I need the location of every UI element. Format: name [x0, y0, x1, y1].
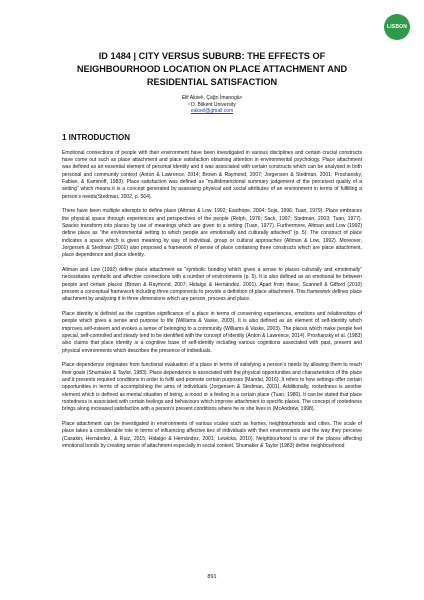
page-number: 891	[207, 574, 217, 580]
logo-subtext: 2015	[393, 32, 401, 36]
paragraph: Place dependence originates from functional evaluation of a place in terms of satisfying a person’s needs by allowing them to reach their goals (Shumaker & Taylor, 1983). Place dependence is associated with the physical opportunities and characteristics of the place and it presents required conditions in order to fulfil and promote certain purposes (Mandal, 2016). It refers to how settings offer certain opportunities in terms of accomplishing the aims of individuals (Jorgensen & Stedman, 2001). Additionally, rootedness is another element which is defined as mental situation of being, a mood or a feeling in a certain place (Tuan, 1980). It can be stated that place rootedness is associated with certain feelings and behaviours which improve attachment to specific places. The concept of rootedness brings along increased satisfaction with a person’s present conditions where he or she lives in (McAndrew, 1998).	[62, 362, 362, 413]
logo-text: LISBON	[386, 24, 408, 30]
paper-title: ID 1484 | CITY VERSUS SUBURB: THE EFFECTS OF NEIGHBOURHOOD LOCATION ON PLACE ATTACHMENT AND RESIDENTIAL SATISFACTION	[76, 51, 348, 87]
paragraph: There have been multiple attempts to define place (Altman & Low, 1992; Easthope, 2004; Soja, 1996; Tuan, 1979). Place embraces the physical space through experiences and perspectives of the people (Relph, 1976; Sack, 1997; Stedman, 2003; Tuan, 1977). Spaces transform into places by use of meanings which are given to a setting (Tuan, 1977). Furthermore, Altman and Low (1992) define place as “the environmental setting to which people are emotionally and culturally attached” (p. 5). The construct of place indicates a space which is given meaning by way of individual, group or cultural approaches (Altman & Low, 1992). Moreover, Jorgersen & Stedman (2001) also proposed a framework of sense of place containing three constructs which are place attachment, place dependence and place identity.	[62, 208, 362, 259]
section-heading-introduction: 1 INTRODUCTION	[62, 132, 130, 142]
author-affiliation: ¹ D. Bilkent University	[188, 101, 236, 108]
author-email-link[interactable]: eaksel@gmail.com	[190, 108, 234, 114]
paragraph: Place attachment can be investigated in environments of various scales such as homes, neighbourhoods and cities. The scale of place takes a considerable role in terms of influencing affective ties of individuals with their environments and the way they perceive (Casakin, Hernández, & Ruiz, 2015; Hidalgo & Hernández, 2001; Lewicka, 2010). Neighbourhood is one of the places affecting emotional bonds by creating sense of attachment especially in social context. Shumaker & Taylor (1983) define neighbourhood	[62, 420, 362, 450]
paragraph: Altman and Low (1992) define place attachment as “symbolic bonding which gives a sense to places culturally and emotionally” necessitates symbolic and affective connections with a number of environments (p. 5). It is also defined as an emotional tie between people and certain places (Brown & Raymond, 2007; Hidalgo & Hernández, 2001). Apart from these, Scannell & Gifford (2010) present a conceptual framework including three components to provide a definition of place attachment. This framework defines place attachment by analysing it in three dimensions which are person, process and place.	[62, 266, 362, 303]
paragraph: Emotional connections of people with their environment have been investigated in various disciplines and certain crucial constructs have come out such as place attachment and place satisfaction obtaining attention in environmental psychology. Place attachment was defined as an essential element of personal identity and it was associated with certain constructs which can be analysed in both personal and community context (Anton & Lawrence, 2014; Brown & Raymond, 2007; Jorgensen & Stedman, 2001; Proshansky, Fabian, & Kaminoff, 1983). Place satisfaction was defined as “multidimensional summary judgement of the perceived quality of a setting” which means it is a concept generated by assessing physical and social attributes of an environment in terms of fulfilling a person’s needs(Stedman, 2002, p. 564).	[62, 149, 362, 200]
conference-logo	[384, 14, 410, 40]
paragraph: Place identity is defined as the cognitive significance of a place in terms of conserving experiences, emotions and relationships of people which gives a sense and purpose to life (Williams & Vaske, 2003). It is also defined as an element of self-identity which improves self-esteem and evokes a sense of belonging to a community (Williams & Vaske, 2003). The places which make people feel special, self-controlled and steady tend to be identified with the concept of identity (Anton & Lawrence, 2014). Proshansky et al. (1983) also claims that place identity is a cognitive base of self-identity including various cognitions associated with past, present and physical environments which describes the presence of individuals.	[62, 310, 362, 354]
author-list: Elif Aksel¹, Çağrı İmanoglu¹	[181, 95, 243, 101]
